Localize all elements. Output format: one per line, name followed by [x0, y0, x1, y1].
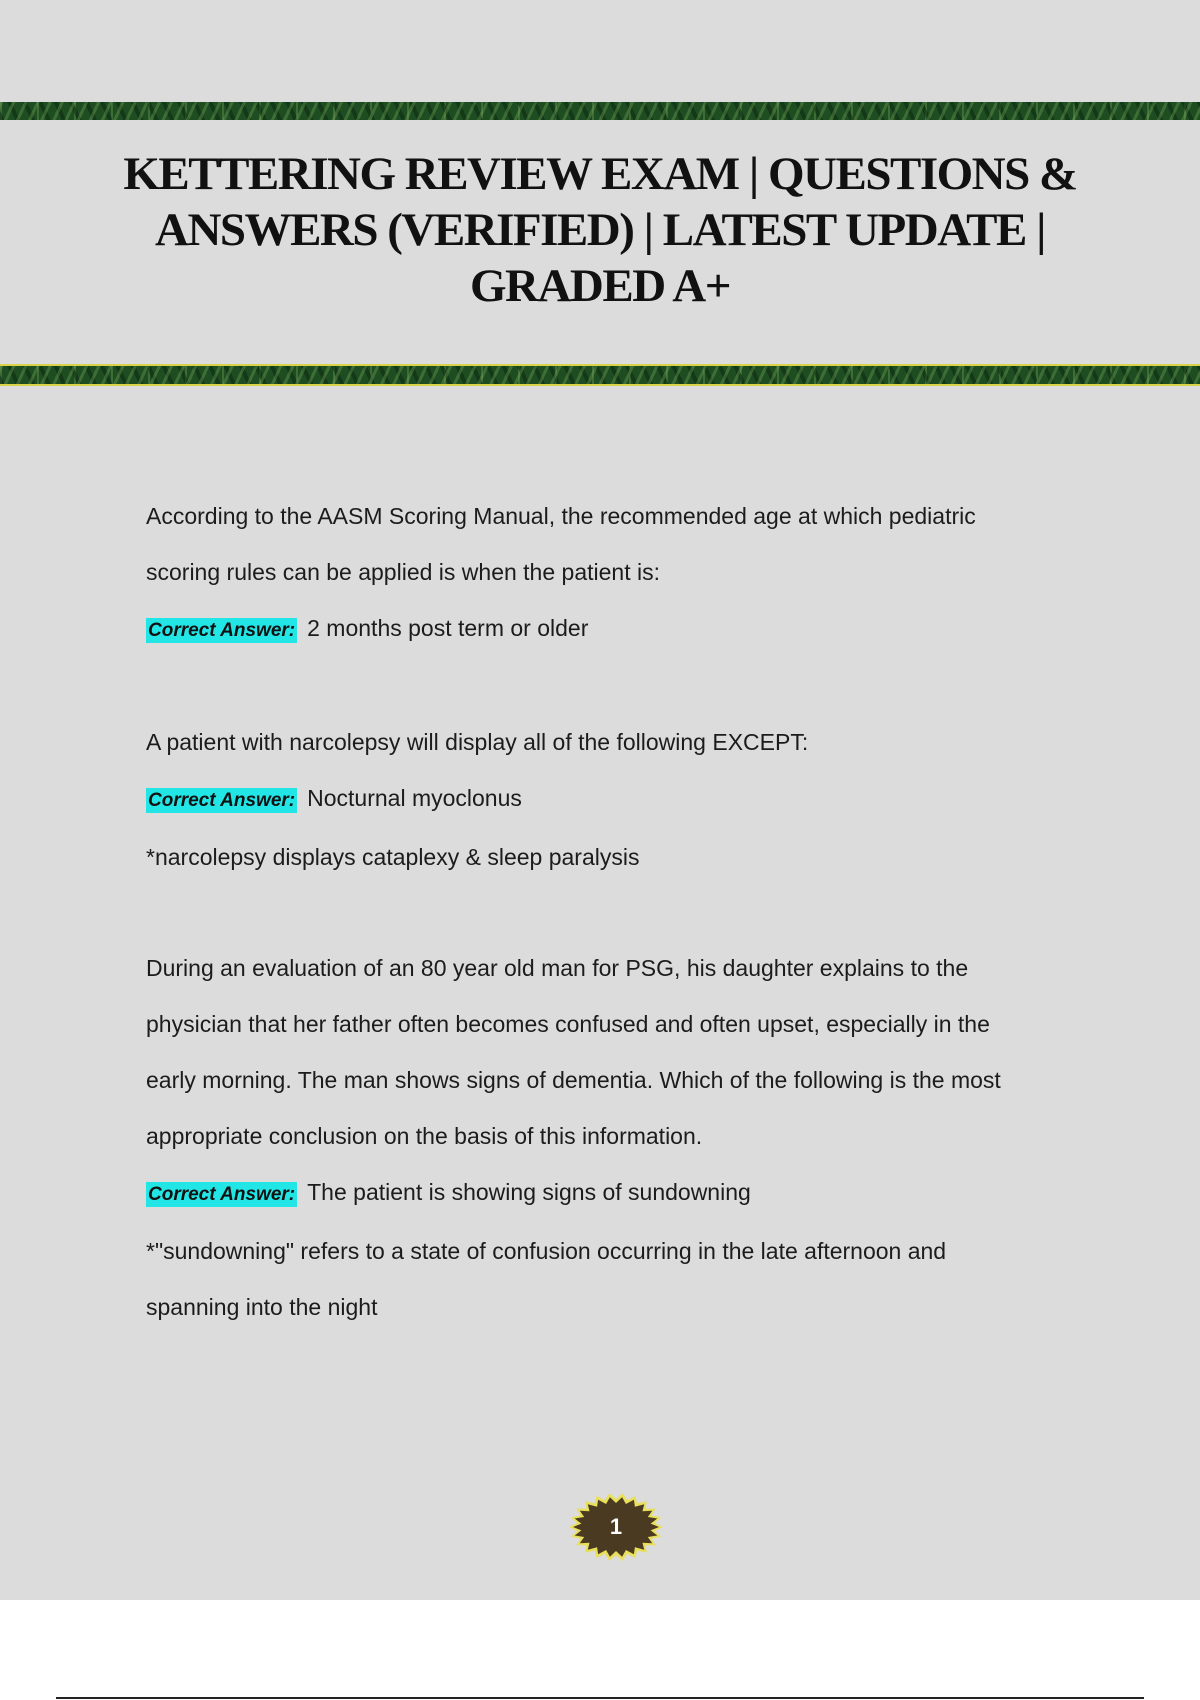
header-decorative-band-top — [0, 102, 1200, 120]
question-text: physician that her father often becomes confused and often upset, especially in the — [146, 1011, 990, 1037]
qa-item — [146, 940, 1086, 1335]
answer-text: The patient is showing signs of sundowning — [307, 1179, 751, 1205]
qa-content — [146, 488, 1086, 1390]
answer-text: 2 months post term or older — [307, 615, 589, 641]
answer-line — [146, 1164, 1086, 1223]
question-text: During an evaluation of an 80 year old man for PSG, his daughter explains to the — [146, 955, 969, 981]
question-text: appropriate conclusion on the basis of this information. — [146, 1123, 703, 1149]
footer-divider — [56, 1697, 1144, 1699]
answer-text: Nocturnal myoclonus — [307, 785, 522, 811]
answer-note: *"sundowning" refers to a state of confusion occurring in the late afternoon and — [146, 1238, 947, 1264]
correct-answer-label: Correct Answer: — [148, 620, 296, 641]
header-decorative-band-bottom — [0, 364, 1200, 386]
question-text: A patient with narcolepsy will display all of the following EXCEPT: — [146, 729, 809, 755]
answer-note: spanning into the night — [146, 1294, 378, 1320]
page-number-badge — [568, 1492, 664, 1562]
answer-line — [146, 600, 1086, 659]
question-text: early morning. The man shows signs of dementia. Which of the following is the most — [146, 1067, 1001, 1093]
document-title: KETTERING REVIEW EXAM | QUESTIONS & ANSWERS (VERIFIED) | LATEST UPDATE | GRADED A+ — [123, 148, 1077, 312]
qa-item — [146, 488, 1086, 659]
correct-answer-label: Correct Answer: — [148, 790, 296, 811]
question-text: scoring rules can be applied is when the patient is: — [146, 559, 660, 585]
answer-note: *narcolepsy displays cataplexy & sleep paralysis — [146, 844, 640, 870]
question-text: According to the AASM Scoring Manual, the recommended age at which pediatric — [146, 503, 976, 529]
correct-answer-label: Correct Answer: — [148, 1184, 296, 1205]
page-number: 1 — [609, 1514, 623, 1539]
qa-item — [146, 714, 1086, 885]
answer-line — [146, 770, 1086, 829]
